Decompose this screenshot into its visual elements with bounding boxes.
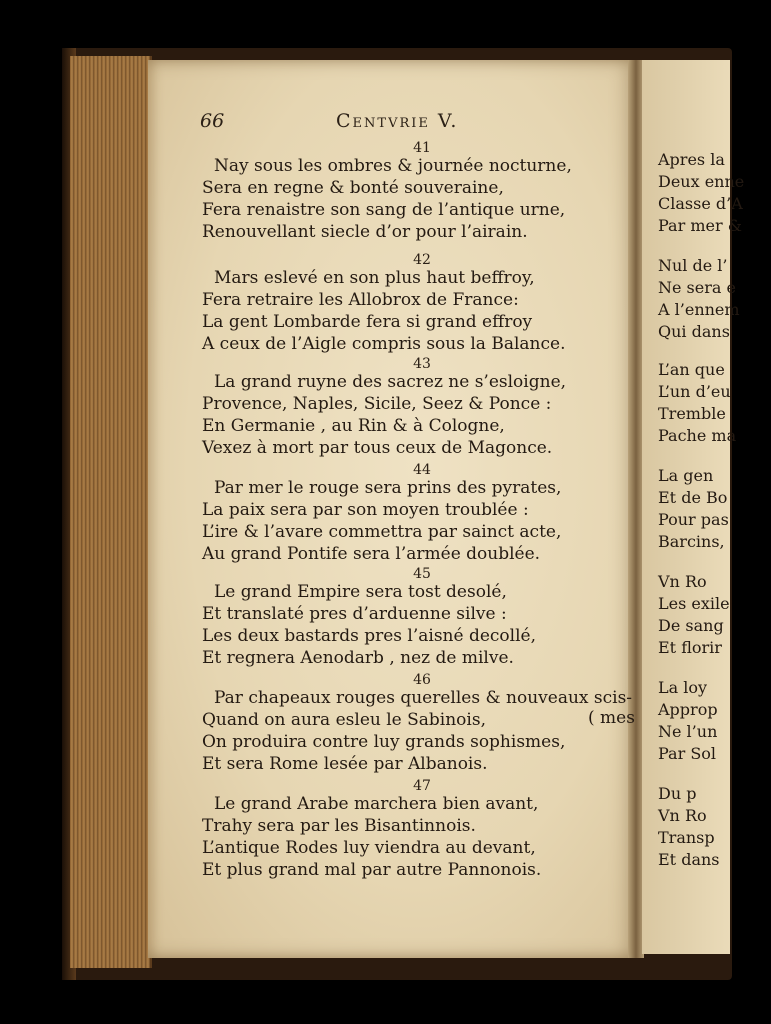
right-page-line: Deux enne xyxy=(658,172,745,191)
right-page-line: La loy xyxy=(658,678,708,697)
right-page-line: La gen xyxy=(658,466,714,485)
verse-line: Nay sous les ombres & journée nocturne, xyxy=(214,156,572,176)
right-page-line: Barcins, xyxy=(658,532,725,551)
verse-line: Fera retraire les Allobrox de France: xyxy=(202,290,519,310)
verse-line: L’ire & l’avare commettra par sainct acte, xyxy=(202,522,562,542)
right-page-line: Tremble xyxy=(658,404,726,423)
overflow-fragment: ( mes xyxy=(588,708,635,728)
verse-line: Fera renaistre son sang de l’antique urne, xyxy=(202,200,566,220)
verse-line: Mars eslevé en son plus haut beffroy, xyxy=(214,268,535,288)
right-page-line: Du p xyxy=(658,784,697,803)
right-page-line: Vn Ro xyxy=(658,806,707,825)
right-page-line: Nul de l’ xyxy=(658,256,728,275)
right-page-line: L’un d’eu xyxy=(658,382,731,401)
page-number: 66 xyxy=(200,110,225,132)
right-page-line: A l’ennem xyxy=(658,300,740,319)
verse-line: Provence, Naples, Sicile, Seez & Ponce : xyxy=(202,394,552,414)
right-page-line: Les exile xyxy=(658,594,730,613)
right-page-line: Vn Ro xyxy=(658,572,707,591)
right-page-line: De sang xyxy=(658,616,724,635)
right-page-line: Par mer & xyxy=(658,216,742,235)
right-page-line: Et de Bo xyxy=(658,488,728,507)
verse-line: On produira contre luy grands sophismes, xyxy=(202,732,566,752)
verse-line: Les deux bastards pres l’aisné decollé, xyxy=(202,626,536,646)
verse-line: Par chapeaux rouges querelles & nouveaux scis- xyxy=(214,688,633,708)
verse-line: Et sera Rome lesée par Albanois. xyxy=(202,754,488,774)
verse-line: La paix sera par son moyen troublée : xyxy=(202,500,529,520)
right-page-line: L’an que xyxy=(658,360,725,379)
verse-line: Le grand Arabe marchera bien avant, xyxy=(214,794,539,814)
running-title: Centvrie V. xyxy=(336,110,459,132)
page-header xyxy=(200,110,540,136)
verse-line: La grand ruyne des sacrez ne s’esloigne, xyxy=(214,372,567,392)
verse-line: Par mer le rouge sera prins des pyrates, xyxy=(214,478,562,498)
right-page-line: Apres la xyxy=(658,150,725,169)
verse-line: La gent Lombarde fera si grand effroy xyxy=(202,312,533,332)
right-page xyxy=(642,60,745,954)
quatrain-number: 42 xyxy=(413,252,431,268)
right-page-line: Ne sera e xyxy=(658,278,736,297)
right-page-line: Transp xyxy=(658,828,715,847)
right-page-line: Pache ma xyxy=(658,426,737,445)
verse-line: Au grand Pontife sera l’armée doublée. xyxy=(202,544,541,564)
verse-line: Renouvellant siecle d’or pour l’airain. xyxy=(202,222,528,242)
verse-line: Quand on aura esleu le Sabinois, xyxy=(202,710,486,730)
quatrain-number: 45 xyxy=(413,566,431,582)
quatrain-number: 44 xyxy=(413,462,431,478)
verse-line: A ceux de l’Aigle compris sous la Balance. xyxy=(202,334,566,354)
quatrain-number: 43 xyxy=(413,356,431,372)
verse-line: L’antique Rodes luy viendra au devant, xyxy=(202,838,536,858)
quatrain-number: 47 xyxy=(413,778,431,794)
verse-line: Le grand Empire sera tost desolé, xyxy=(214,582,507,602)
verse-line: Et regnera Aenodarb , nez de milve. xyxy=(202,648,514,668)
verse-line: Vexez à mort par tous ceux de Magonce. xyxy=(202,438,553,458)
right-page-line: Et dans xyxy=(658,850,720,869)
right-page-line: Approp xyxy=(658,700,718,719)
quatrain-number: 46 xyxy=(413,672,431,688)
verse-line: Et plus grand mal par autre Pannonois. xyxy=(202,860,542,880)
right-page-line: Et florir xyxy=(658,638,722,657)
right-page-line: Par Sol xyxy=(658,744,717,763)
right-page-line: Qui dans xyxy=(658,322,730,341)
right-page-line: Classe d’A xyxy=(658,194,743,213)
verse-line: En Germanie , au Rin & à Cologne, xyxy=(202,416,505,436)
verse-line: Sera en regne & bonté souveraine, xyxy=(202,178,504,198)
page-edges xyxy=(70,56,152,968)
verse-line: Trahy sera par les Bisantinnois. xyxy=(202,816,476,836)
verse-line: Et translaté pres d’arduenne silve : xyxy=(202,604,507,624)
right-page-line: Ne l’un xyxy=(658,722,718,741)
quatrain-number: 41 xyxy=(413,140,431,156)
right-page-line: Pour pas xyxy=(658,510,729,529)
